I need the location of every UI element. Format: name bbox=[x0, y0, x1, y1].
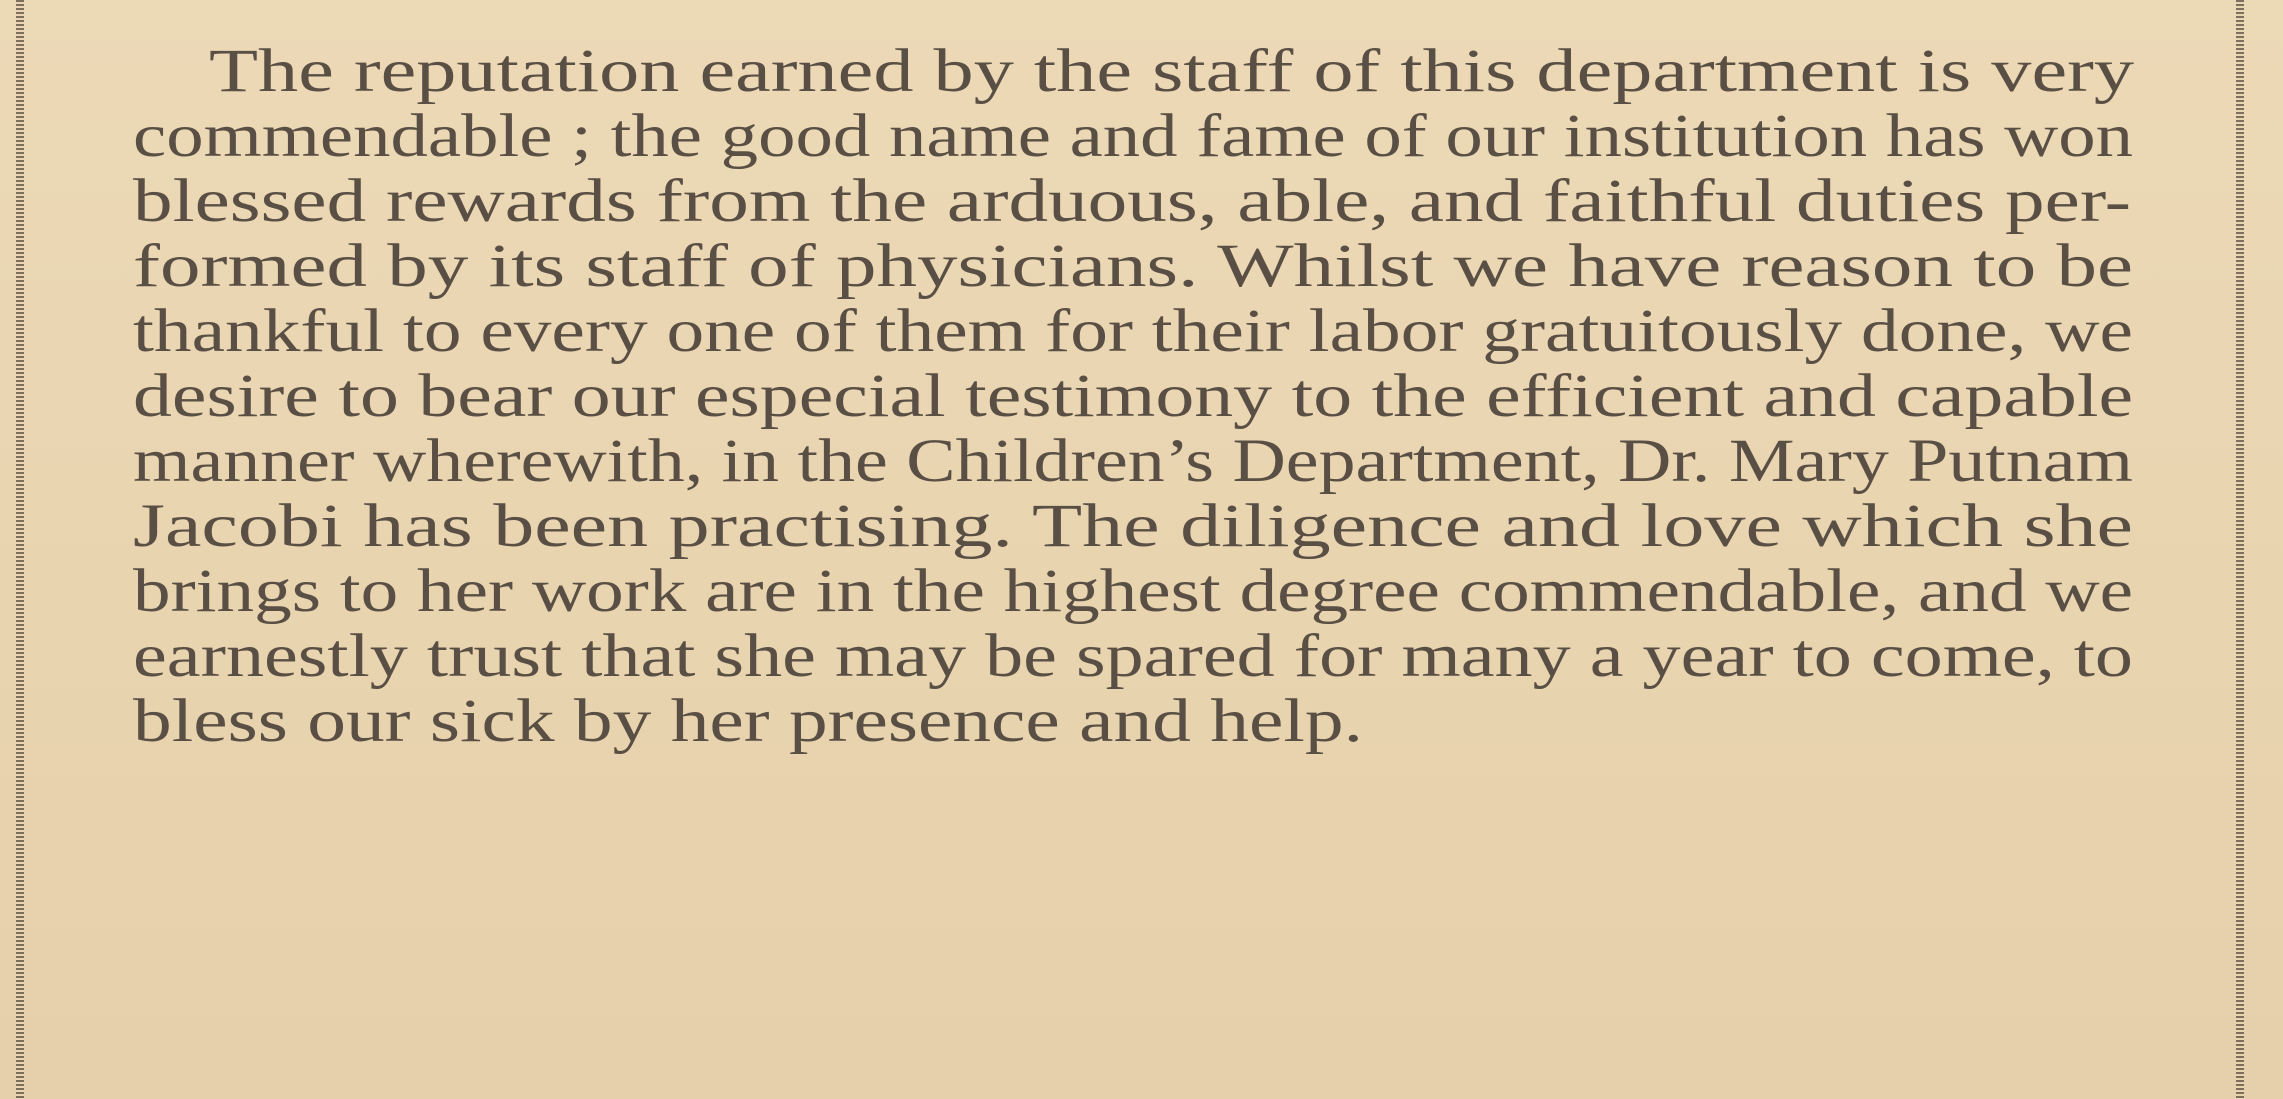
text-line: formed by its staff of physicians. Whilst we have reason to be bbox=[133, 230, 2133, 300]
text-line: brings to her work are in the highest degree commendable, and we bbox=[133, 555, 2133, 625]
text-line: Jacobi has been practising. The diligence and love which she bbox=[133, 490, 2133, 560]
left-dotted-border bbox=[16, 0, 24, 1099]
text-line: thankful to every one of them for their labor gratuitously done, we bbox=[133, 295, 2133, 365]
text-line: manner wherewith, in the Children’s Department, Dr. Mary Putnam bbox=[133, 425, 2133, 495]
text-line: The reputation earned by the staff of this department is very bbox=[209, 35, 2134, 105]
text-line: blessed rewards from the arduous, able, and faithful duties per- bbox=[133, 165, 2131, 235]
text-line: earnestly trust that she may be spared for many a year to come, to bbox=[133, 620, 2133, 690]
text-line: bless our sick by her presence and help. bbox=[133, 685, 1363, 755]
text-line: desire to bear our especial testimony to the efficient and capable bbox=[133, 360, 2133, 430]
text-line: commendable ; the good name and fame of our institution has won bbox=[133, 100, 2133, 170]
right-dotted-border bbox=[2236, 0, 2244, 1099]
